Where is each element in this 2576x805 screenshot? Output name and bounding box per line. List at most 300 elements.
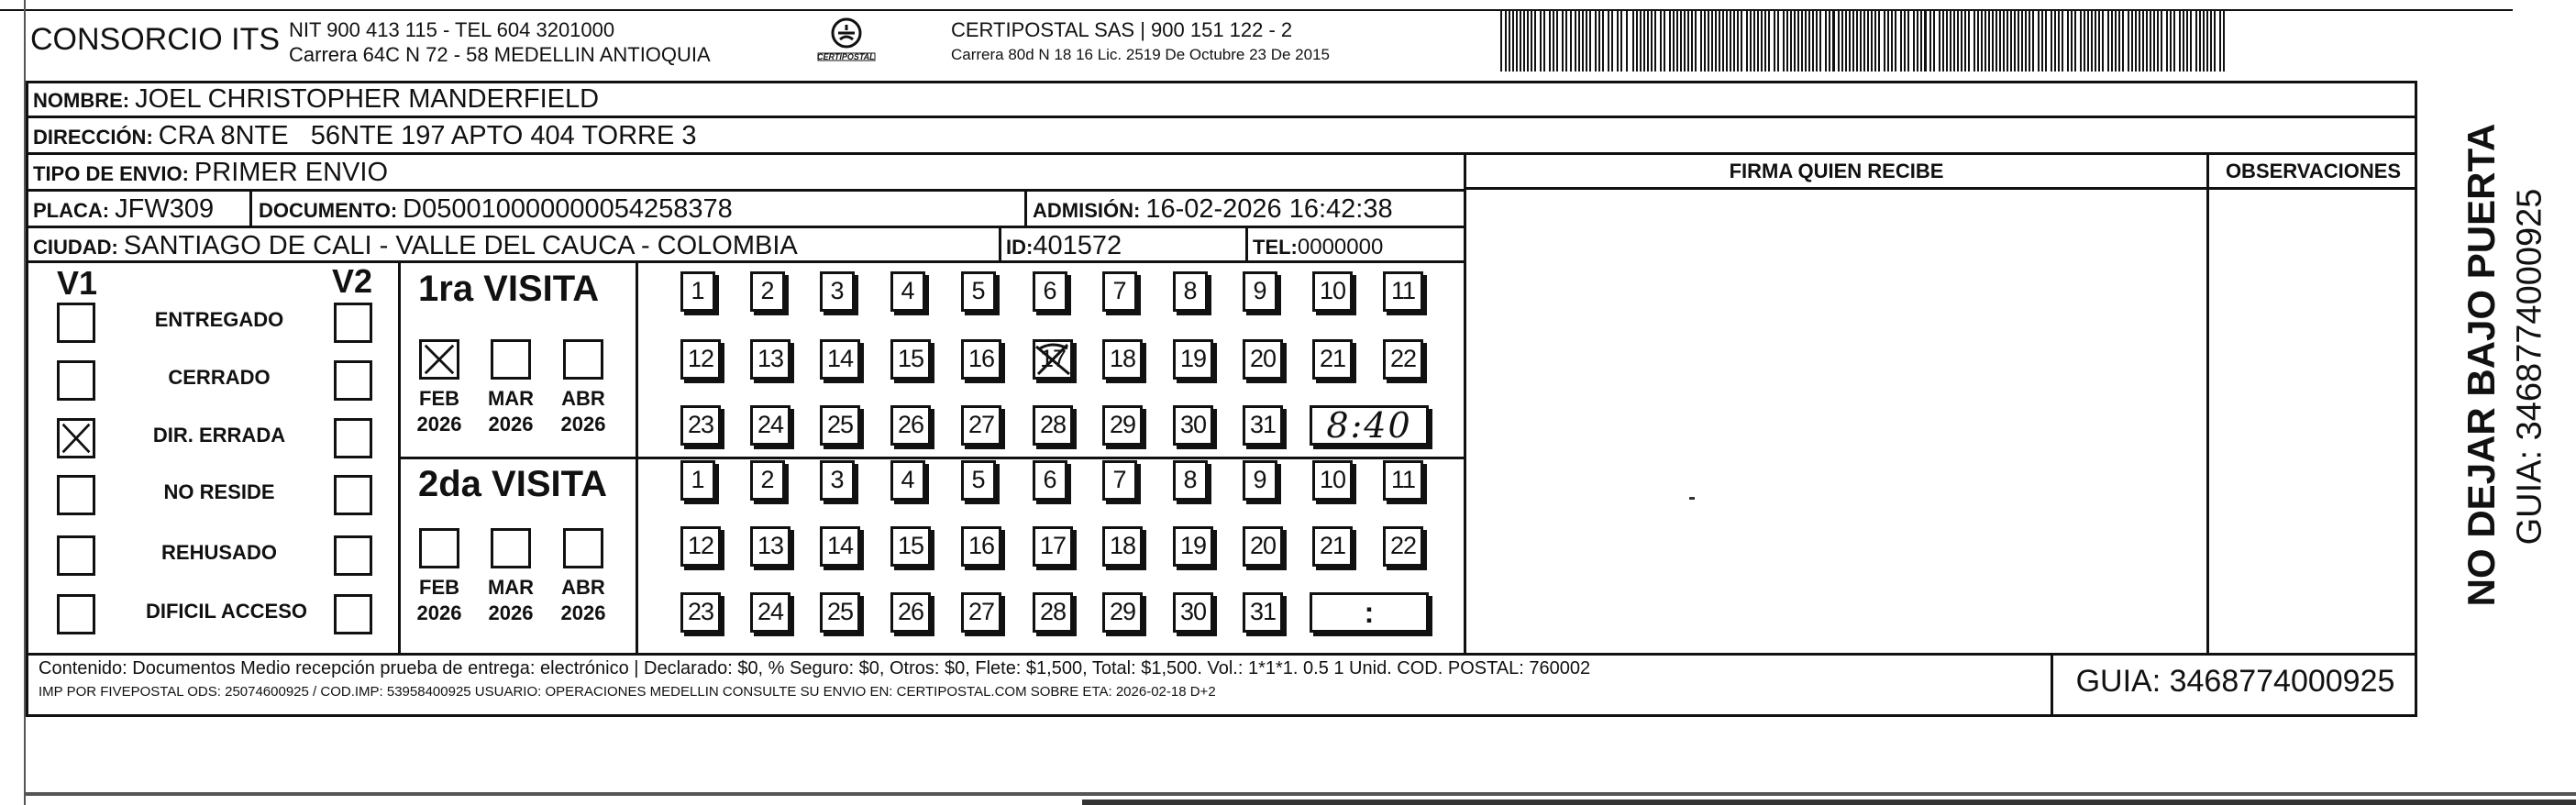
barcode-bar bbox=[2021, 11, 2023, 72]
barcode-bar bbox=[2199, 11, 2201, 72]
direccion-value: CRA 8NTE 56NTE 197 APTO 404 TORRE 3 bbox=[158, 121, 697, 150]
visit1-day-29[interactable]: 29 bbox=[1102, 405, 1143, 446]
visit1-month-checkbox-feb[interactable] bbox=[419, 339, 459, 380]
barcode-bar bbox=[1643, 11, 1645, 72]
visit2-day-2[interactable]: 2 bbox=[750, 460, 785, 501]
barcode-bar bbox=[1753, 11, 1755, 72]
barcode-bar bbox=[2128, 11, 2129, 72]
certipostal-address: Carrera 80d N 18 16 Lic. 2519 De Octubre 23 De 2015 bbox=[951, 46, 1330, 63]
certipostal-logo-text: CERTIPOSTAL bbox=[817, 52, 875, 61]
barcode-bar bbox=[1856, 11, 1858, 72]
barcode-bar bbox=[1509, 11, 1510, 72]
barcode-bar bbox=[1981, 11, 1983, 72]
barcode-bar bbox=[1695, 11, 1697, 72]
direccion-label: DIRECCIÓN: bbox=[33, 126, 153, 149]
barcode-bar bbox=[1531, 11, 1532, 72]
barcode-bar bbox=[1786, 11, 1788, 72]
documento-label: DOCUMENTO: bbox=[259, 199, 398, 222]
barcode-bar bbox=[1768, 11, 1770, 72]
barcode-bar bbox=[2041, 11, 2043, 72]
barcode-bar bbox=[1602, 11, 1604, 72]
visit1-day-25[interactable]: 25 bbox=[820, 405, 860, 446]
side-warning: NO DEJAR BAJO PUERTA bbox=[2460, 123, 2503, 607]
visit2-month-checkbox-feb[interactable] bbox=[419, 528, 459, 568]
barcode-bar bbox=[2025, 11, 2027, 72]
barcode-bar bbox=[1598, 11, 1600, 72]
barcode-bar bbox=[1500, 11, 1502, 72]
barcode-bar bbox=[2186, 11, 2188, 72]
visit2-day-29[interactable]: 29 bbox=[1102, 592, 1143, 633]
barcode-bar bbox=[1891, 11, 1893, 72]
barcode-bar bbox=[1777, 11, 1779, 72]
barcode-bar bbox=[1589, 11, 1591, 72]
v2-checkbox-3[interactable] bbox=[334, 418, 372, 458]
signature-dot bbox=[1689, 497, 1695, 500]
barcode-bar bbox=[1520, 11, 1521, 72]
barcode-bar bbox=[1741, 11, 1742, 72]
visit1-month-checkbox-mar[interactable] bbox=[491, 339, 531, 380]
barcode-bar bbox=[1985, 11, 1986, 72]
visit2-day-27[interactable]: 27 bbox=[961, 592, 1001, 633]
barcode-bar bbox=[1570, 11, 1572, 72]
barcode-bar bbox=[1553, 11, 1554, 72]
barcode-bar bbox=[2029, 11, 2030, 72]
visit2-month-label-feb: FEB bbox=[419, 576, 459, 599]
placa-row bbox=[33, 193, 214, 227]
barcode-bar bbox=[1664, 11, 1665, 72]
observaciones-header: OBSERVACIONES bbox=[2225, 160, 2402, 182]
barcode-bar bbox=[1838, 11, 1840, 72]
firma-area[interactable] bbox=[1466, 190, 2206, 653]
barcode-bar bbox=[2084, 11, 2085, 72]
barcode-bar bbox=[1904, 11, 1906, 72]
v2-header: V2 bbox=[332, 262, 373, 300]
barcode-bar bbox=[1617, 11, 1619, 72]
barcode-bar bbox=[2210, 11, 2212, 72]
v1-header: V1 bbox=[57, 264, 98, 302]
barcode-bar bbox=[1680, 11, 1682, 72]
barcode-bar bbox=[2071, 11, 2073, 72]
barcode-bar bbox=[1878, 11, 1880, 72]
barcode-bar bbox=[2010, 11, 2012, 72]
barcode-bar bbox=[1764, 11, 1766, 72]
barcode-bar bbox=[2206, 11, 2208, 72]
barcode-bar bbox=[1957, 11, 1959, 72]
barcode-bar bbox=[1750, 11, 1752, 72]
barcode-image bbox=[1500, 11, 2234, 72]
tipo-row bbox=[33, 156, 388, 191]
barcode-bar bbox=[1608, 11, 1609, 72]
visit2-day-11[interactable]: 11 bbox=[1383, 460, 1423, 501]
visit1-day-9[interactable]: 9 bbox=[1243, 271, 1277, 312]
barcode-bar bbox=[1647, 11, 1649, 72]
barcode bbox=[1500, 11, 2234, 72]
visit2-day-24[interactable]: 24 bbox=[750, 592, 790, 633]
visit2-year-label-feb: 2026 bbox=[416, 601, 462, 624]
barcode-bar bbox=[1562, 11, 1564, 72]
barcode-bar bbox=[1852, 11, 1854, 72]
barcode-bar bbox=[2062, 11, 2063, 72]
v1-checkbox-1[interactable] bbox=[57, 303, 95, 343]
barcode-bar bbox=[1942, 11, 1944, 72]
tipo-value: PRIMER ENVIO bbox=[193, 158, 389, 187]
footer-contenido: Contenido: Documentos Medio recepción prueba de entrega: electrónico | Declarado: $0, % Seguro: $0, Otros: $0, Flete: $1,500, Total: $1,500. Vol.: 1*1*1. 0.5 1 Unid. COD. POSTAL: 760002 bbox=[39, 658, 1591, 678]
barcode-bar bbox=[1737, 11, 1739, 72]
barcode-bar bbox=[1719, 11, 1720, 72]
visit1-day-30[interactable]: 30 bbox=[1173, 405, 1213, 446]
barcode-bar bbox=[1636, 11, 1638, 72]
visit1-day-10[interactable]: 10 bbox=[1312, 271, 1353, 312]
visit2-day-8[interactable]: 8 bbox=[1173, 460, 1208, 501]
status-label-1: ENTREGADO bbox=[154, 308, 284, 331]
barcode-bar bbox=[1933, 11, 1935, 72]
barcode-bar bbox=[1825, 11, 1827, 72]
visit1-title: 1ra VISITA bbox=[418, 269, 600, 309]
status-label-5: REHUSADO bbox=[161, 541, 277, 564]
barcode-bar bbox=[1534, 11, 1536, 72]
barcode-bar bbox=[1595, 11, 1597, 72]
v2-checkbox-4[interactable] bbox=[334, 475, 372, 515]
barcode-bar bbox=[1816, 11, 1818, 72]
visit2-day-10[interactable]: 10 bbox=[1312, 460, 1353, 501]
visit2-time-value: : bbox=[1364, 596, 1375, 629]
visit2-day-14[interactable]: 14 bbox=[820, 526, 860, 567]
visit2-time-box[interactable] bbox=[1310, 592, 1429, 633]
visit2-day-28[interactable]: 28 bbox=[1033, 592, 1073, 633]
v1-checkbox-2[interactable] bbox=[57, 360, 95, 401]
barcode-bar bbox=[2111, 11, 2113, 72]
barcode-bar bbox=[1996, 11, 1997, 72]
visit1-day-16[interactable]: 16 bbox=[961, 339, 1001, 380]
barcode-bar bbox=[2074, 11, 2076, 72]
barcode-bar bbox=[1632, 11, 1634, 72]
v1-checkbox-6[interactable] bbox=[57, 594, 95, 634]
barcode-bar bbox=[1761, 11, 1763, 72]
barcode-bar bbox=[1849, 11, 1851, 72]
barcode-bar bbox=[1704, 11, 1706, 72]
admision-value: 16-02-2026 16:42:38 bbox=[1145, 194, 1393, 224]
visit2-day-17[interactable]: 17 bbox=[1033, 526, 1073, 567]
barcode-bar bbox=[2115, 11, 2117, 72]
visit2-day-3[interactable]: 3 bbox=[820, 460, 855, 501]
barcode-bar bbox=[2032, 11, 2034, 72]
visit2-day-19[interactable]: 19 bbox=[1173, 526, 1213, 567]
tel-label: TEL: bbox=[1253, 236, 1298, 259]
firma-header: FIRMA QUIEN RECIBE bbox=[1729, 160, 1944, 182]
barcode-bar bbox=[1726, 11, 1728, 72]
visit1-day-27[interactable]: 27 bbox=[961, 405, 1001, 446]
barcode-bar bbox=[1565, 11, 1567, 72]
visit2-day-21[interactable]: 21 bbox=[1312, 526, 1353, 567]
barcode-bar bbox=[1654, 11, 1656, 72]
barcode-bar bbox=[1700, 11, 1702, 72]
visit2-month-checkbox-abr[interactable] bbox=[563, 528, 603, 568]
barcode-bar bbox=[2166, 11, 2168, 72]
visit2-day-31[interactable]: 31 bbox=[1243, 592, 1283, 633]
v1-checkbox-4[interactable] bbox=[57, 475, 95, 515]
visit1-day-4[interactable]: 4 bbox=[890, 271, 925, 312]
visit2-year-label-mar: 2026 bbox=[488, 601, 534, 624]
company-address: Carrera 64C N 72 - 58 MEDELLIN ANTIOQUIA bbox=[289, 43, 711, 66]
visit1-year-label-abr: 2026 bbox=[560, 413, 606, 436]
v2-checkbox-5[interactable] bbox=[334, 535, 372, 576]
barcode-bar bbox=[1746, 11, 1748, 72]
barcode-bar bbox=[2223, 11, 2225, 72]
barcode-bar bbox=[1939, 11, 1940, 72]
barcode-bar bbox=[2131, 11, 2133, 72]
barcode-bar bbox=[1895, 11, 1896, 72]
visit2-day-22[interactable]: 22 bbox=[1383, 526, 1423, 567]
visit1-day-31[interactable]: 31 bbox=[1243, 405, 1283, 446]
visit1-year-label-mar: 2026 bbox=[488, 413, 534, 436]
observaciones-area[interactable] bbox=[2209, 190, 2417, 653]
visit1-month-label-feb: FEB bbox=[419, 387, 459, 410]
barcode-bar bbox=[2161, 11, 2162, 72]
barcode-bar bbox=[2146, 11, 2148, 72]
nombre-value: JOEL CHRISTOPHER MANDERFIELD bbox=[135, 84, 600, 114]
visit2-day-4[interactable]: 4 bbox=[890, 460, 925, 501]
barcode-bar bbox=[1917, 11, 1918, 72]
barcode-bar bbox=[1543, 11, 1545, 72]
tel-row bbox=[1253, 229, 1383, 264]
visit1-day-15[interactable]: 15 bbox=[890, 339, 931, 380]
visit1-day-19[interactable]: 19 bbox=[1173, 339, 1213, 380]
documento-value: D050010000000054258378 bbox=[403, 194, 733, 224]
visit1-day-8[interactable]: 8 bbox=[1173, 271, 1208, 312]
barcode-bar bbox=[1968, 11, 1970, 72]
barcode-bar bbox=[1687, 11, 1689, 72]
certipostal-name: CERTIPOSTAL SAS | 900 151 122 - 2 bbox=[951, 18, 1293, 41]
barcode-bar bbox=[1783, 11, 1785, 72]
side-guia: GUIA: 3468774000925 bbox=[2510, 188, 2549, 546]
barcode-bar bbox=[1586, 11, 1587, 72]
visit1-day-12[interactable]: 12 bbox=[680, 339, 721, 380]
visit1-day-20[interactable]: 20 bbox=[1243, 339, 1283, 380]
nombre-row bbox=[33, 83, 599, 117]
barcode-bar bbox=[1540, 11, 1542, 72]
barcode-bar bbox=[2183, 11, 2184, 72]
barcode-bar bbox=[1575, 11, 1576, 72]
ciudad-value: SANTIAGO DE CALI - VALLE DEL CAUCA - COLOMBIA bbox=[123, 231, 798, 260]
barcode-bar bbox=[2153, 11, 2155, 72]
visit1-day-3[interactable]: 3 bbox=[820, 271, 855, 312]
barcode-bar bbox=[1860, 11, 1862, 72]
barcode-bar bbox=[1757, 11, 1759, 72]
barcode-bar bbox=[1516, 11, 1518, 72]
barcode-bar bbox=[1832, 11, 1835, 72]
v2-checkbox-2[interactable] bbox=[334, 360, 372, 401]
footer-impresion: IMP POR FIVEPOSTAL ODS: 25074600925 / COD.IMP: 53958400925 USUARIO: OPERACIONES MEDELLIN CONSULTE SU ENVIO EN: CERTIPOSTAL.COM SOBRE ETA: 2026-02-18 D+2 bbox=[39, 684, 1216, 700]
visit1-day-14[interactable]: 14 bbox=[820, 339, 860, 380]
barcode-bar bbox=[2214, 11, 2216, 72]
visit1-day-24[interactable]: 24 bbox=[750, 405, 790, 446]
barcode-bar bbox=[2139, 11, 2140, 72]
visit1-day-5[interactable]: 5 bbox=[961, 271, 996, 312]
barcode-bar bbox=[1708, 11, 1709, 72]
barcode-bar bbox=[1774, 11, 1775, 72]
barcode-bar bbox=[2195, 11, 2197, 72]
ciudad-label: CIUDAD: bbox=[33, 236, 118, 259]
visit1-day-26[interactable]: 26 bbox=[890, 405, 931, 446]
ciudad-row bbox=[33, 229, 798, 264]
visit2-day-23[interactable]: 23 bbox=[680, 592, 721, 633]
visit1-month-checkbox-abr[interactable] bbox=[563, 339, 603, 380]
barcode-bar bbox=[1620, 11, 1622, 72]
barcode-bar bbox=[1794, 11, 1796, 72]
visit1-day-1[interactable]: 1 bbox=[680, 271, 715, 312]
visit1-day-7[interactable]: 7 bbox=[1102, 271, 1137, 312]
visit1-time-box[interactable] bbox=[1310, 405, 1429, 446]
status-label-2: CERRADO bbox=[168, 366, 271, 389]
visit1-day-17-cross bbox=[1031, 339, 1075, 380]
visit2-day-6[interactable]: 6 bbox=[1033, 460, 1067, 501]
visit1-day-23[interactable]: 23 bbox=[680, 405, 721, 446]
visit1-day-2[interactable]: 2 bbox=[750, 271, 785, 312]
barcode-bar bbox=[1684, 11, 1686, 72]
visit2-month-checkbox-mar[interactable] bbox=[491, 528, 531, 568]
barcode-bar bbox=[2054, 11, 2056, 72]
barcode-bar bbox=[2098, 11, 2100, 72]
barcode-bar bbox=[2118, 11, 2120, 72]
barcode-bar bbox=[2045, 11, 2047, 72]
visit2-day-18[interactable]: 18 bbox=[1102, 526, 1143, 567]
v2-checkbox-1[interactable] bbox=[334, 303, 372, 343]
visit2-day-20[interactable]: 20 bbox=[1243, 526, 1283, 567]
admision-label: ADMISIÓN: bbox=[1033, 199, 1141, 222]
barcode-bar bbox=[1863, 11, 1865, 72]
visit1-day-18[interactable]: 18 bbox=[1102, 339, 1143, 380]
barcode-bar bbox=[1946, 11, 1948, 72]
visit2-year-label-abr: 2026 bbox=[560, 601, 606, 624]
barcode-bar bbox=[1929, 11, 1931, 72]
barcode-bar bbox=[1676, 11, 1678, 72]
tipo-label: TIPO DE ENVIO: bbox=[33, 162, 189, 185]
v2-checkbox-6[interactable] bbox=[334, 594, 372, 634]
barcode-bar bbox=[1887, 11, 1889, 72]
barcode-bar bbox=[1819, 11, 1821, 72]
id-row bbox=[1006, 229, 1122, 264]
visit1-month-label-mar: MAR bbox=[487, 387, 535, 410]
visit2-day-13[interactable]: 13 bbox=[750, 526, 790, 567]
barcode-bar bbox=[1578, 11, 1580, 72]
visit1-day-28[interactable]: 28 bbox=[1033, 405, 1073, 446]
barcode-bar bbox=[2102, 11, 2104, 72]
barcode-bar bbox=[1999, 11, 2001, 72]
barcode-bar bbox=[1790, 11, 1792, 72]
visit1-year-label-feb: 2026 bbox=[416, 413, 462, 436]
barcode-bar bbox=[2003, 11, 2005, 72]
barcode-bar bbox=[2051, 11, 2052, 72]
barcode-bar bbox=[1805, 11, 1807, 72]
barcode-bar bbox=[2173, 11, 2175, 72]
nombre-label: NOMBRE: bbox=[33, 89, 130, 112]
barcode-bar bbox=[1964, 11, 1966, 72]
visit2-title: 2da VISITA bbox=[418, 464, 607, 504]
documento-row bbox=[259, 193, 733, 227]
barcode-bar bbox=[1673, 11, 1675, 72]
visit2-day-30[interactable]: 30 bbox=[1173, 592, 1213, 633]
barcode-bar bbox=[1871, 11, 1873, 72]
v1-checkbox-3[interactable] bbox=[57, 418, 95, 458]
barcode-bar bbox=[2170, 11, 2172, 72]
barcode-bar bbox=[2179, 11, 2181, 72]
visit2-day-15[interactable]: 15 bbox=[890, 526, 931, 567]
barcode-bar bbox=[1730, 11, 1731, 72]
barcode-bar bbox=[1953, 11, 1955, 72]
visit2-day-7[interactable]: 7 bbox=[1102, 460, 1137, 501]
id-label: ID: bbox=[1006, 236, 1034, 259]
visit2-day-25[interactable]: 25 bbox=[820, 592, 860, 633]
barcode-bar bbox=[2122, 11, 2124, 72]
visit2-day-16[interactable]: 16 bbox=[961, 526, 1001, 567]
barcode-bar bbox=[2080, 11, 2082, 72]
company-nit: NIT 900 413 115 - TEL 604 3201000 bbox=[289, 18, 615, 41]
barcode-bar bbox=[1556, 11, 1558, 72]
barcode-bar bbox=[1977, 11, 1979, 72]
barcode-bar bbox=[1669, 11, 1671, 72]
barcode-bar bbox=[1867, 11, 1869, 72]
barcode-bar bbox=[2095, 11, 2096, 72]
barcode-bar bbox=[2135, 11, 2137, 72]
visit1-day-6[interactable]: 6 bbox=[1033, 271, 1067, 312]
barcode-bar bbox=[1920, 11, 1922, 72]
tel-value: 0000000 bbox=[1297, 235, 1384, 259]
barcode-bar bbox=[2038, 11, 2040, 72]
barcode-bar bbox=[1523, 11, 1525, 72]
barcode-bar bbox=[1691, 11, 1693, 72]
visit1-day-21[interactable]: 21 bbox=[1312, 339, 1353, 380]
visit1-day-11[interactable]: 11 bbox=[1383, 271, 1423, 312]
barcode-bar bbox=[1640, 11, 1642, 72]
barcode-bar bbox=[1900, 11, 1902, 72]
barcode-bar bbox=[2014, 11, 2016, 72]
barcode-bar bbox=[1660, 11, 1662, 72]
barcode-bar bbox=[2091, 11, 2093, 72]
barcode-bar bbox=[2087, 11, 2089, 72]
barcode-bar bbox=[2107, 11, 2109, 72]
barcode-bar bbox=[1950, 11, 1951, 72]
v1-checkbox-5[interactable] bbox=[57, 535, 95, 576]
barcode-bar bbox=[1812, 11, 1814, 72]
placa-label: PLACA: bbox=[33, 199, 110, 222]
visit1-time-value: 8:40 bbox=[1326, 405, 1412, 446]
visit2-day-12[interactable]: 12 bbox=[680, 526, 721, 567]
barcode-bar bbox=[2018, 11, 2019, 72]
visit2-day-1[interactable]: 1 bbox=[680, 460, 715, 501]
visit2-day-9[interactable]: 9 bbox=[1243, 460, 1277, 501]
barcode-bar bbox=[1527, 11, 1529, 72]
admision-row bbox=[1033, 193, 1393, 227]
barcode-bar bbox=[2058, 11, 2060, 72]
visit1-day-17[interactable]: 17 bbox=[1033, 339, 1073, 380]
barcode-bar bbox=[1829, 11, 1830, 72]
barcode-bar bbox=[1973, 11, 1975, 72]
barcode-bar bbox=[1711, 11, 1713, 72]
barcode-bar bbox=[1611, 11, 1613, 72]
barcode-bar bbox=[1582, 11, 1584, 72]
barcode-bar bbox=[1841, 11, 1843, 72]
visit1-day-22[interactable]: 22 bbox=[1383, 339, 1423, 380]
barcode-bar bbox=[1512, 11, 1514, 72]
visit1-day-13[interactable]: 13 bbox=[750, 339, 790, 380]
barcode-bar bbox=[1961, 11, 1962, 72]
barcode-bar bbox=[1845, 11, 1847, 72]
id-value: 401572 bbox=[1033, 231, 1122, 260]
visit2-month-label-abr: ABR bbox=[561, 576, 605, 599]
placa-value: JFW309 bbox=[115, 194, 215, 224]
visit2-day-26[interactable]: 26 bbox=[890, 592, 931, 633]
visit2-day-5[interactable]: 5 bbox=[961, 460, 996, 501]
